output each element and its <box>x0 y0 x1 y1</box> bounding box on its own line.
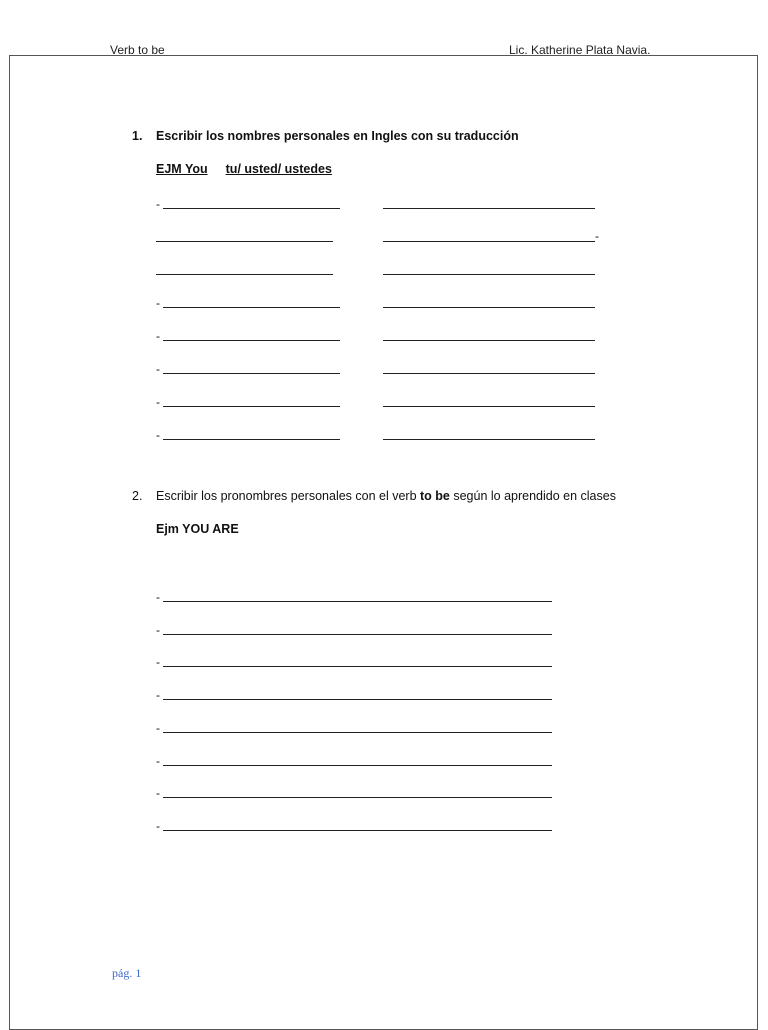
header-left-title: Verb to be <box>110 43 165 57</box>
answer-dash: - <box>156 753 160 768</box>
answer-line-translation[interactable] <box>383 340 595 341</box>
question-2-number: 2. <box>132 489 143 503</box>
question-1-example-translation: tu/ usted/ ustedes <box>225 162 332 176</box>
answer-line-pronoun[interactable] <box>163 208 340 209</box>
answer-line-sentence[interactable] <box>163 765 552 766</box>
answer-dash: - <box>156 720 160 735</box>
answer-dash: - <box>156 688 160 703</box>
answer-line-sentence[interactable] <box>163 732 552 733</box>
answer-dash: - <box>156 428 160 442</box>
answer-line-sentence[interactable] <box>163 666 552 667</box>
answer-line-translation[interactable] <box>383 439 595 440</box>
answer-dash: - <box>156 296 160 310</box>
answer-dash: - <box>156 786 160 801</box>
answer-dash: - <box>156 329 160 343</box>
header-right-author: Lic. Katherine Plata Navia. <box>509 43 651 57</box>
question-2-text-before: Escribir los pronombres personales con el verb <box>156 489 421 503</box>
answer-line-translation[interactable] <box>383 241 595 242</box>
answer-line-pronoun[interactable] <box>163 439 340 440</box>
question-1-number: 1. <box>132 129 143 143</box>
answer-line-sentence[interactable] <box>163 699 552 700</box>
question-2-title <box>132 489 616 503</box>
answer-line-sentence[interactable] <box>163 830 552 831</box>
question-2-example: Ejm YOU ARE <box>156 522 239 536</box>
answer-line-pronoun[interactable] <box>163 307 340 308</box>
answer-line-sentence[interactable] <box>163 634 552 635</box>
answer-line-pronoun[interactable] <box>156 274 333 275</box>
answer-line-pronoun[interactable] <box>156 241 333 242</box>
answer-dash: - <box>156 395 160 409</box>
question-2-text-bold: to be <box>420 489 450 503</box>
answer-dash: - <box>156 590 160 604</box>
answer-line-sentence[interactable] <box>163 601 552 602</box>
page-border <box>9 55 758 1030</box>
answer-dash: - <box>156 197 160 211</box>
answer-dash: - <box>156 362 160 376</box>
answer-line-translation[interactable] <box>383 373 595 374</box>
answer-dash: - <box>156 818 160 833</box>
question-1-example <box>156 162 332 176</box>
answer-dash: - <box>156 655 160 670</box>
answer-dash: - <box>595 229 599 243</box>
answer-line-translation[interactable] <box>383 274 595 275</box>
answer-line-pronoun[interactable] <box>163 406 340 407</box>
question-2-text-after: según lo aprendido en clases <box>449 489 616 503</box>
answer-line-translation[interactable] <box>383 307 595 308</box>
answer-line-sentence[interactable] <box>163 797 552 798</box>
page-number: pág. 1 <box>112 966 142 980</box>
question-1-text: Escribir los nombres personales en Ingles con su traducción <box>156 129 519 143</box>
answer-line-translation[interactable] <box>383 208 595 209</box>
question-1-example-word: EJM You <box>156 162 208 176</box>
question-1-title <box>132 129 519 143</box>
answer-line-translation[interactable] <box>383 406 595 407</box>
answer-line-pronoun[interactable] <box>163 373 340 374</box>
answer-line-pronoun[interactable] <box>163 340 340 341</box>
answer-dash: - <box>156 622 160 637</box>
